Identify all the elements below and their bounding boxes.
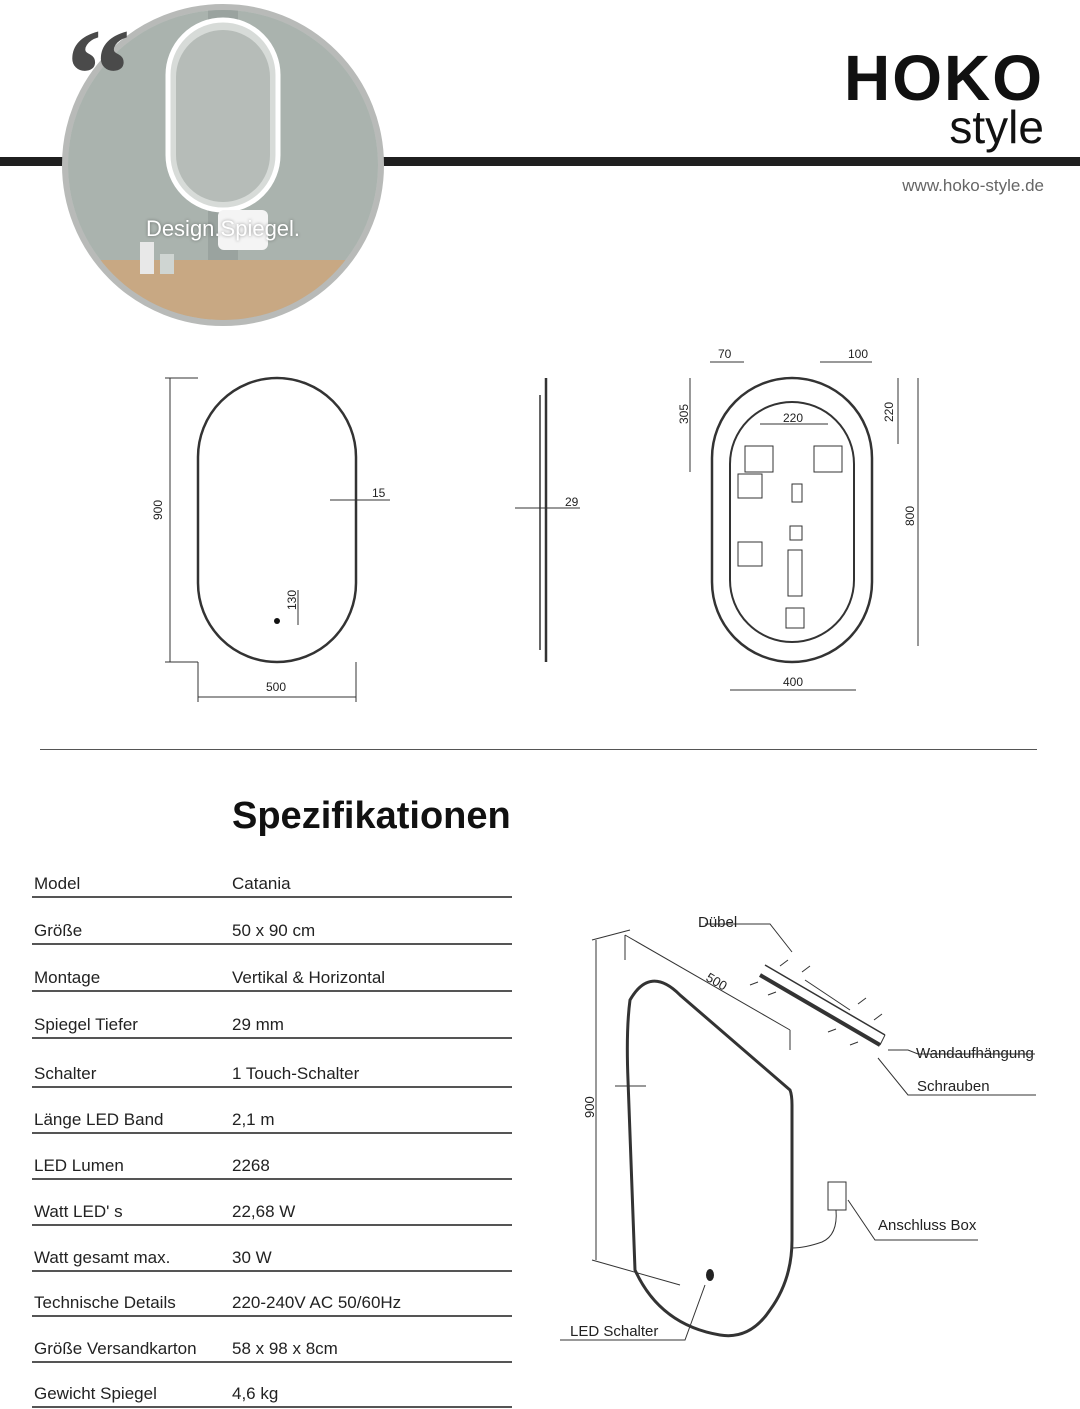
install-mirror-outline xyxy=(627,981,792,1336)
installation-diagram xyxy=(540,900,1060,1370)
install-width-label: 500 xyxy=(703,969,730,994)
front-switch-label: 130 xyxy=(285,589,299,610)
spec-label: Gewicht Spiegel xyxy=(34,1384,157,1403)
brand-logo xyxy=(844,42,1044,153)
quote-mark-icon: “ xyxy=(66,3,121,147)
install-switch-label: LED Schalter xyxy=(570,1323,659,1340)
spec-row xyxy=(32,897,512,945)
spec-label: Größe xyxy=(34,921,83,940)
back-bottom-width-label: 400 xyxy=(783,675,804,689)
back-inner-width-label: 220 xyxy=(783,411,804,425)
spec-value: 58 x 98 x 8cm xyxy=(232,1339,338,1358)
spec-value: 30 W xyxy=(232,1248,272,1267)
spec-row xyxy=(32,944,512,992)
brand-name-top: HOKO xyxy=(844,42,1044,114)
back-top-left-label: 70 xyxy=(718,347,732,361)
spec-label: Größe Versandkarton xyxy=(34,1339,197,1358)
spec-label: Spiegel Tiefer xyxy=(34,1015,138,1034)
install-wall-mount-label: Wandaufhängung xyxy=(916,1045,1034,1062)
brand-name-bottom: style xyxy=(949,101,1044,153)
spec-value: 1 Touch-Schalter xyxy=(232,1064,360,1083)
spec-value: Vertikal & Horizontal xyxy=(232,968,386,987)
spec-row xyxy=(32,1178,512,1226)
brand-url[interactable]: www.hoko-style.de xyxy=(902,176,1044,195)
back-height-label: 800 xyxy=(903,505,917,526)
spec-value: 29 mm xyxy=(232,1015,284,1034)
install-dubel-label: Dübel xyxy=(698,914,738,931)
spec-label: Watt LED' s xyxy=(34,1202,123,1221)
spec-row xyxy=(32,850,512,898)
spec-row xyxy=(32,1224,512,1272)
spec-row xyxy=(32,1132,512,1180)
spec-value: Catania xyxy=(232,874,291,893)
spec-row xyxy=(32,1315,512,1363)
spec-label: Länge LED Band xyxy=(34,1110,164,1129)
spec-label: LED Lumen xyxy=(34,1156,124,1175)
install-height-label: 900 xyxy=(582,1096,597,1118)
front-height-label: 900 xyxy=(151,499,165,520)
spec-label: Schalter xyxy=(34,1064,97,1083)
hero-caption: Design.Spiegel. xyxy=(145,216,301,241)
front-frame-label: 15 xyxy=(372,486,386,500)
spec-row xyxy=(32,991,512,1039)
spec-value: 4,6 kg xyxy=(232,1384,279,1403)
spec-label: Montage xyxy=(34,968,101,987)
spec-label: Model xyxy=(34,874,81,893)
back-top-right-label: 100 xyxy=(848,347,869,361)
spec-value: 22,68 W xyxy=(232,1202,296,1221)
spec-value: 50 x 90 cm xyxy=(232,921,316,940)
spec-value: 2268 xyxy=(232,1156,270,1175)
spec-row xyxy=(32,1269,512,1317)
back-left-vertical-label: 305 xyxy=(677,403,691,424)
spec-label: Technische Details xyxy=(34,1293,176,1312)
specs-title: Spezifikationen xyxy=(232,795,511,837)
spec-value: 2,1 m xyxy=(232,1110,275,1129)
spec-value: 220-240V AC 50/60Hz xyxy=(232,1293,402,1312)
install-screws-label: Schrauben xyxy=(917,1078,990,1095)
side-depth-label: 29 xyxy=(565,495,579,509)
install-box-label: Anschluss Box xyxy=(878,1217,977,1234)
spec-label: Watt gesamt max. xyxy=(34,1248,171,1267)
spec-row xyxy=(32,1086,512,1134)
front-width-label: 500 xyxy=(266,680,287,694)
spec-row xyxy=(32,1360,512,1408)
technical-drawings xyxy=(0,340,1080,720)
spec-row xyxy=(32,1040,512,1088)
section-divider xyxy=(40,749,1037,750)
back-right-vertical-label: 220 xyxy=(882,401,896,422)
